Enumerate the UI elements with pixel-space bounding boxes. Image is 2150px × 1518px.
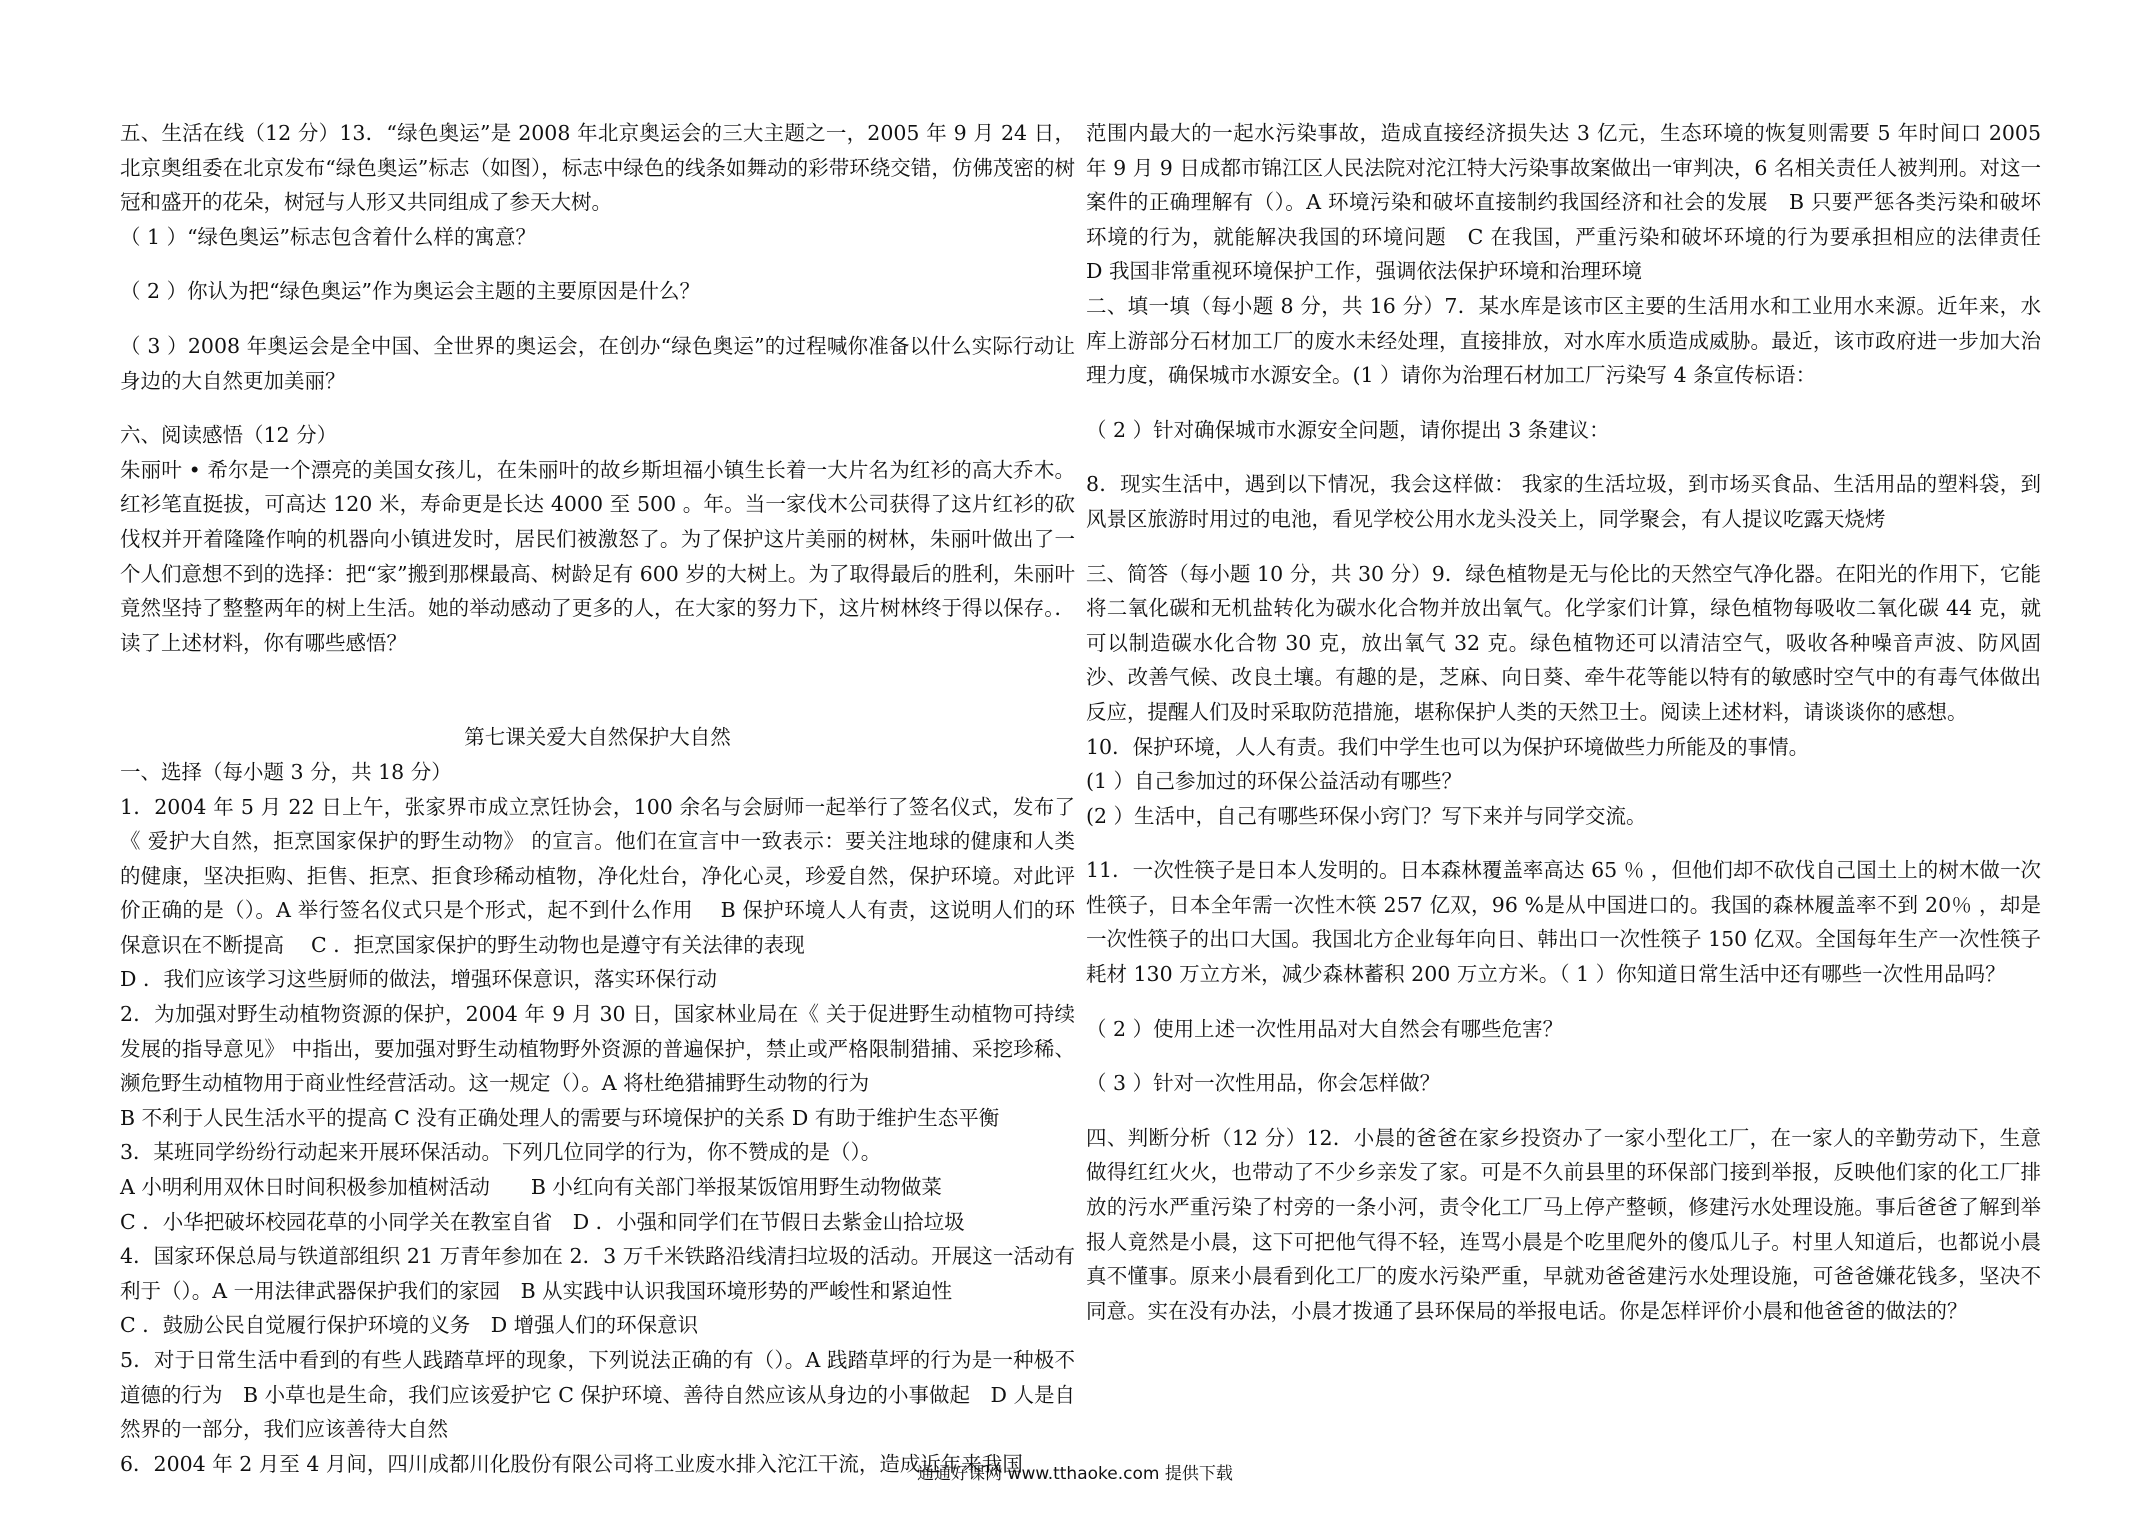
question-11-2: （ 2 ）使用上述一次性用品对大自然会有哪些危害？ — [1086, 1016, 1564, 1041]
question-3-options-cd: C ．小华把破坏校园花草的小同学关在教室自省 D ．小强和同学们在节假日去紫金山拾垃圾 — [120, 1209, 965, 1234]
question-13-1: （ 1 ）“绿色奥运”标志包含着什么样的寓意？ — [120, 224, 537, 249]
section-5-intro: 五、生活在线（12 分）13．“绿色奥运”是 2008 年北京奥运会的三大主题之一，2005 年 9 月 24 日，北京奥组委在北京发布“绿色奥运”标志（如图），标志中绿色的线条如舞动的彩带环绕交错，仿佛茂密的树冠和盛开的花朵，树冠与人形又共同组成了参天大树。 — [120, 121, 1075, 215]
question-13-2: （ 2 ）你认为把“绿色奥运”作为奥运会主题的主要原因是什么？ — [120, 279, 701, 304]
question-7-2: （ 2 ）针对确保城市水源安全问题，请你提出 3 条建议： — [1086, 417, 1610, 442]
question-10: 10．保护环境，人人有责。我们中学生也可以为保护环境做些力所能及的事情。 — [1086, 734, 1810, 759]
question-6-start: 6．2004 年 2 月至 4 月间，四川成都川化股份有限公司将工业废水排入沱江干流，造成近年来我国 — [120, 1451, 1023, 1476]
question-11: 11．一次性筷子是日本人发明的。日本森林覆盖率高达 65 ％ ，但他们却不砍伐自己国土上的树木做一次性筷子，日本全年需一次性木筷 257 亿双，96 %是从中国进口的。我国的森林履盖率不到 20％ ，却是一次性筷子的出口大国。我国北方企业每年向日、韩出口一次性筷子 150 亿双。全国每年生产一次性筷子耗材 130 万立方米，减少森林蓄积 200 万立方米。（ 1 ）你知道日常生活中还有哪些一次性用品吗？ — [1086, 858, 2041, 987]
question-8: 8．现实生活中，遇到以下情况，我会这样做： 我家的生活垃圾，到市场买食品、生活用品的塑料袋，到风景区旅游时用过的电池，看见学校公用水龙头没关上，同学聚会，有人提议吃露天烧烤 — [1086, 472, 2041, 531]
right-column — [1086, 116, 2062, 1328]
question-12: 四、判断分析（12 分）12．小晨的爸爸在家乡投资办了一家小型化工厂，在一家人的辛勤劳动下，生意做得红红火火，也带动了不少乡亲发了家。可是不久前县里的环保部门接到举报，反映他们家的化工厂排放的污水严重污染了村旁的一条小河，责令化工厂马上停产整顿，修建污水处理设施。事后爸爸了解到举报人竟然是小晨，这下可把他气得不轻，连骂小晨是个吃里爬外的傻瓜儿子。村里人知道后，也都说小晨真不懂事。原来小晨看到化工厂的废水污染严重，早就劝爸爸建污水处理设施，可爸爸嫌花钱多，坚决不同意。实在没有办法，小晨才拨通了县环保局的举报电话。你是怎样评价小晨和他爸爸的做法的？ — [1086, 1125, 2041, 1323]
section-1-heading: 一、选择（每小题 3 分，共 18 分） — [120, 759, 452, 784]
question-11-3: （ 3 ）针对一次性用品，你会怎样做？ — [1086, 1071, 1441, 1096]
question-4-options-cd: C ．鼓励公民自觉履行保护环境的义务 D 增强人们的环保意识 — [120, 1313, 699, 1338]
section-6-passage: 朱丽叶 • 希尔是一个漂亮的美国女孩儿，在朱丽叶的故乡斯坦福小镇生长着一大片名为红衫的高大乔木。红衫笔直挺拔，可高达 120 米，寿命更是长达 4000 至 500 。年。当一家伐木公司获得了这片红衫的砍伐权并开着隆隆作响的机器向小镇进发时，居民们被激怒了。为了保护这片美丽的树林，朱丽叶做出了一个人们意想不到的选择：把“家”搬到那棵最高、树龄足有 600 岁的大树上。为了取得最后的胜利，朱丽叶竟然坚持了整整两年的树上生活。她的举动感动了更多的人，在大家的努力下，这片树林终于得以保存。．读了上述材料，你有哪些感悟？ — [120, 457, 1075, 655]
question-1-option-d: D ．我们应该学习这些厨师的做法，增强环保意识，落实环保行动 — [120, 967, 717, 992]
question-2-options: B 不利于人民生活水平的提高 C 没有正确处理人的需要与环境保护的关系 D 有助于维护生态平衡 — [120, 1105, 1000, 1130]
section-6-heading: 六、阅读感悟（12 分） — [120, 423, 338, 448]
lesson-title: 第七课关爱大自然保护大自然 — [464, 725, 731, 750]
question-10-1: (1 ）自己参加过的环保公益活动有哪些？ — [1086, 769, 1463, 794]
left-column — [120, 116, 1075, 1481]
question-6-continued: 范围内最大的一起水污染事故，造成直接经济损失达 3 亿元，生态环境的恢复则需要 5 年时间口 2005 年 9 月 9 日成都市锦江区人民法院对沱江特大污染事故案做出一审判决，6 名相关责任人被判刑。对这一案件的正确理解有（）。A 环境污染和破坏直接制约我国经济和社会的发展 B 只要严惩各类污染和破坏环境的行为，就能解决我国的环境问题 C 在我国，严重污染和破坏环境的行为要承担相应的法律责任 D 我国非常重视环境保护工作，强调依法保护环境和治理环境 — [1086, 121, 2062, 284]
question-10-2: (2 ）生活中，自己有哪些环保小窍门？写下来并与同学交流。 — [1086, 803, 1647, 828]
question-4: 4．国家环保总局与铁道部组织 21 万青年参加在 2．3 万千米铁路沿线清扫垃圾的活动。开展这一活动有利于（）。A 一用法律武器保护我们的家园 B 从实践中认识我国环境形势的严峻性和紧迫性 — [120, 1244, 1075, 1303]
question-5: 5．对于日常生活中看到的有些人践踏草坪的现象，下列说法正确的有（）。A 践踏草坪的行为是一种极不道德的行为 B 小草也是生命，我们应该爱护它 C 保护环境、善待自然应该从身边的小事做起 D 人是自然界的一部分，我们应该善待大自然 — [120, 1348, 1075, 1442]
question-1: 1．2004 年 5 月 22 日上午，张家界市成立烹饪协会，100 余名与会厨师一起举行了签名仪式，发布了《 爱护大自然，拒烹国家保护的野生动物》 的宣言。他们在宣言中一致表示：要关注地球的健康和人类的健康，坚决拒购、拒售、拒烹、拒食珍稀动植物，净化灶台，净化心灵，珍爱自然，保护环境。对此评价正确的是（）。A 举行签名仪式只是个形式，起不到什么作用 B 保护环境人人有责，这说明人们的环保意识在不断提高 C ．拒烹国家保护的野生动物也是遵守有关法律的表现 — [120, 794, 1075, 957]
question-3: 3．某班同学纷纷行动起来开展环保活动。下列几位同学的行为，你不赞成的是（）。 — [120, 1140, 882, 1165]
question-2: 2．为加强对野生动植物资源的保护，2004 年 9 月 30 日，国家林业局在《 关于促进野生动植物可持续发展的指导意见》 中指出，要加强对野生动植物野外资源的普遍保护，禁止或严格限制猎捕、采挖珍稀、濒危野生动植物用于商业性经营活动。这一规定（）。A 将杜绝猎捕野生动物的行为 — [120, 1002, 1075, 1096]
page-footer: 通通好课网 www.tthaoke.com 提供下载 — [917, 1464, 1233, 1484]
question-7: 二、填一填（每小题 8 分，共 16 分）7．某水库是该市区主要的生活用水和工业用水来源。近年来，水库上游部分石材加工厂的废水未经处理，直接排放，对水库水质造成威胁。最近，该市政府进一步加大治理力度，确保城市水源安全。(1 ）请你为治理石材加工厂污染写 4 条宣传标语： — [1086, 293, 2041, 388]
question-13-3: （ 3 ）2008 年奥运会是全中国、全世界的奥运会，在创办“绿色奥运”的过程喊你准备以什么实际行动让身边的大自然更加美丽？ — [120, 333, 1075, 393]
question-9: 三、简答（每小题 10 分，共 30 分）9．绿色植物是无与伦比的天然空气净化器。在阳光的作用下，它能将二氧化碳和无机盐转化为碳水化合物并放出氧气。化学家们计算，绿色植物每吸收二氧化碳 44 克，就可以制造碳水化合物 30 克，放出氧气 32 克。绿色植物还可以清洁空气，吸收各种噪音声波、防风固沙、改善气候、改良土壤。有趣的是，芝麻、向日葵、牵牛花等能以特有的敏感时空气中的有毒气体做出反应，提醒人们及时采取防范措施，堪称保护人类的天然卫士。阅读上述材料，请谈谈你的感想。 — [1086, 561, 2041, 724]
question-3-options-ab: A 小明利用双休日时间积极参加植树活动 B 小红向有关部门举报某饭馆用野生动物做菜 — [120, 1175, 942, 1200]
